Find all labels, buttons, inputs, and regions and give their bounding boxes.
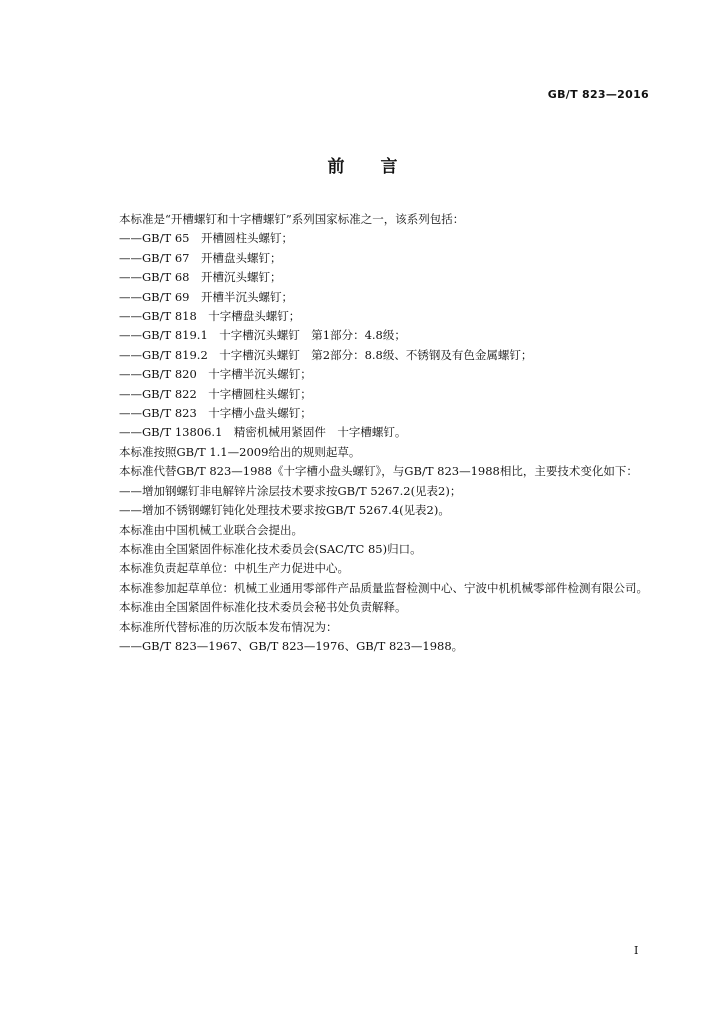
list-item: ——GB/T 819.1 十字槽沉头螺钉 第1部分：4.8级； xyxy=(119,328,406,343)
list-item: ——GB/T 67 开槽盘头螺钉； xyxy=(119,250,282,265)
list-item: ——GB/T 822 十字槽圆柱头螺钉； xyxy=(119,386,312,401)
page-number: I xyxy=(634,944,639,957)
list-item: ——GB/T 819.2 十字槽沉头螺钉 第2部分：8.8级、不锈钢及有色金属螺钉； xyxy=(119,347,533,362)
participating-units-paragraph: 本标准参加起草单位：机械工业通用零部件产品质量监督检测中心、宁波中机机械零部件检测有限公司。 xyxy=(119,580,648,595)
list-item: ——GB/T 68 开槽沉头螺钉； xyxy=(119,270,282,285)
drafting-rule-paragraph: 本标准按照GB/T 1.1—2009给出的规则起草。 xyxy=(119,444,361,459)
list-item: ——GB/T 818 十字槽盘头螺钉； xyxy=(119,309,301,324)
technical-changes-list xyxy=(96,482,656,521)
list-item: ——增加不锈钢螺钉钝化处理技术要求按GB/T 5267.4(见表2)。 xyxy=(119,503,450,518)
list-item: ——GB/T 823 十字槽小盘头螺钉； xyxy=(119,406,312,421)
intro-paragraph: 本标准是“开槽螺钉和十字槽螺钉”系列国家标准之一，该系列包括： xyxy=(119,212,465,226)
list-item: ——增加钢螺钉非电解锌片涂层技术要求按GB/T 5267.2(见表2)； xyxy=(119,483,462,498)
list-item: ——GB/T 69 开槽半沉头螺钉； xyxy=(119,289,293,304)
interpretation-paragraph: 本标准由全国紧固件标准化技术委员会秘书处负责解释。 xyxy=(119,600,407,615)
page-title: 前言 xyxy=(327,157,434,177)
list-item: ——GB/T 13806.1 精密机械用紧固件 十字槽螺钉。 xyxy=(119,425,407,440)
list-item: ——GB/T 820 十字槽半沉头螺钉； xyxy=(119,367,312,382)
standard-series-list xyxy=(96,229,656,442)
drafting-unit-paragraph: 本标准负责起草单位：中机生产力促进中心。 xyxy=(119,561,349,576)
history-list xyxy=(96,637,656,656)
list-item: ——GB/T 823—1967、GB/T 823—1976、GB/T 823—1988。 xyxy=(119,638,464,653)
replaces-paragraph: 本标准代替GB/T 823—1988《十字槽小盘头螺钉》，与GB/T 823—1988相比，主要技术变化如下： xyxy=(119,464,638,479)
proposed-by-paragraph: 本标准由中国机械工业联合会提出。 xyxy=(119,522,303,537)
foreword-body xyxy=(96,210,656,656)
document-code-header: GB/T 823—2016 xyxy=(547,88,649,101)
list-item: ——GB/T 65 开槽圆柱头螺钉； xyxy=(119,231,293,246)
managed-by-paragraph: 本标准由全国紧固件标准化技术委员会(SAC/TC 85)归口。 xyxy=(119,541,422,556)
history-intro-paragraph: 本标准所代替标准的历次版本发布情况为： xyxy=(119,619,338,634)
